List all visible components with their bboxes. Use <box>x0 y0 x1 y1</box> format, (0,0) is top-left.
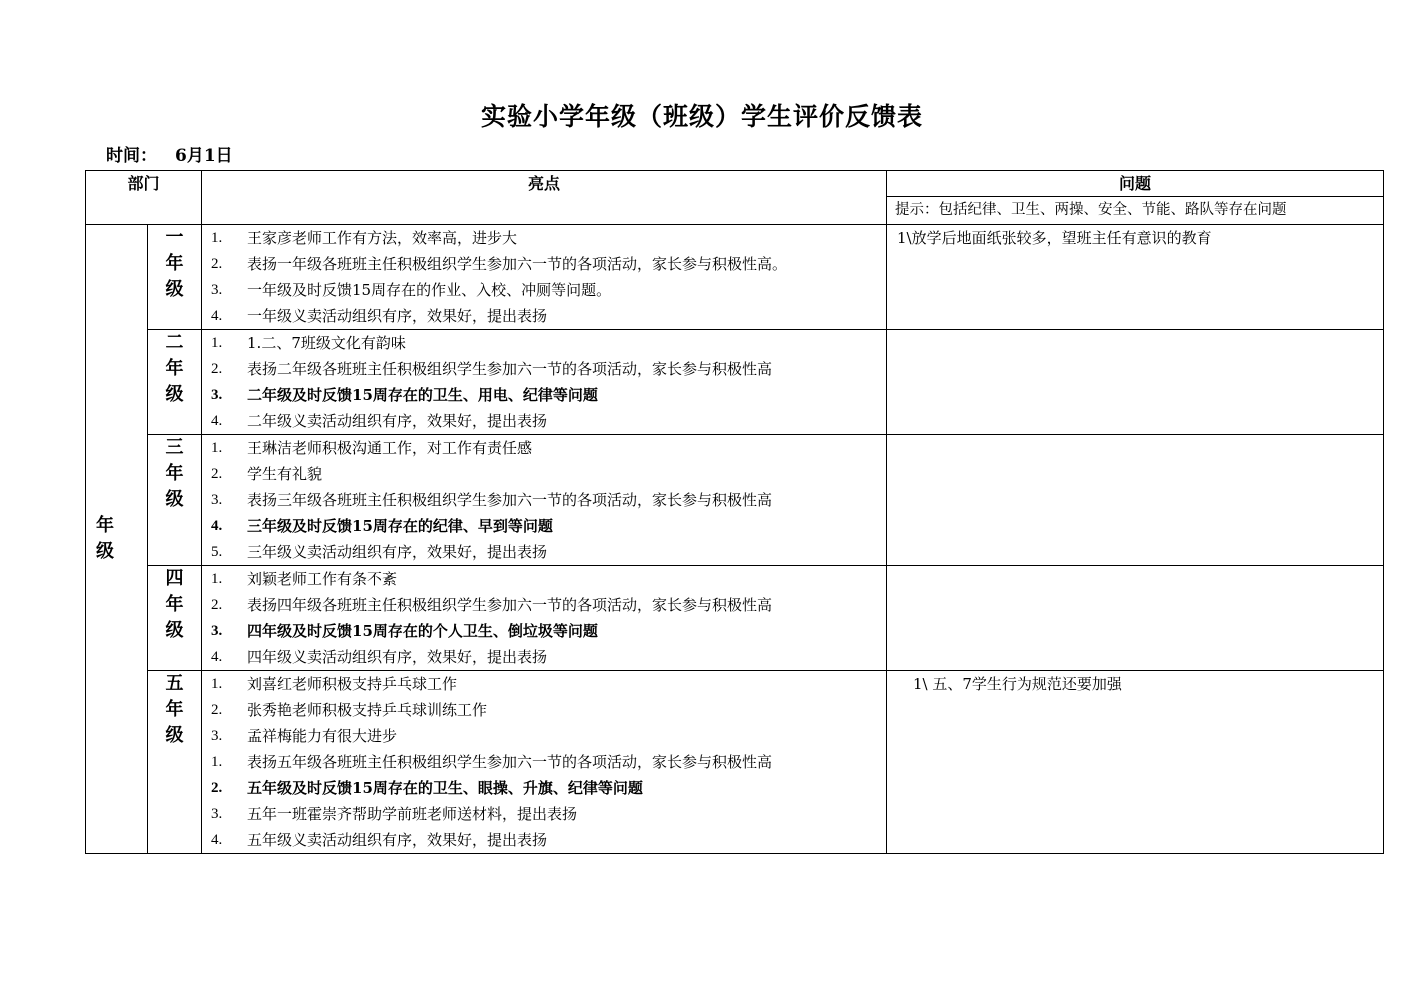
item-text: 刘喜红老师积极支持乒乓球工作 <box>247 675 458 693</box>
grade-label-char: 四 <box>165 568 184 589</box>
item-number: 4. <box>211 832 223 848</box>
header-department: 部门 <box>86 171 202 225</box>
item-number: 4. <box>211 308 223 324</box>
grade-label <box>148 566 202 671</box>
header-issues: 问题 <box>887 171 1384 197</box>
outer-grade-label <box>86 225 148 854</box>
item-text: 三年级及时反馈15周存在的纪律、早到等问题 <box>247 517 553 535</box>
item-text: 二年级义卖活动组织有序，效果好，提出表扬 <box>247 412 548 430</box>
grade-label-char: 年 <box>165 594 184 615</box>
item-number: 2. <box>211 466 223 482</box>
grade-label-char: 二 <box>165 332 184 353</box>
grade-label-char: 级 <box>165 725 184 746</box>
list-item <box>202 435 886 461</box>
list-item <box>202 749 886 775</box>
grade-row <box>86 330 1384 435</box>
list-item <box>202 513 886 539</box>
issue-cell <box>887 330 1384 435</box>
grade-row <box>86 435 1384 566</box>
list-item <box>202 382 886 408</box>
item-number: 1. <box>211 571 223 587</box>
item-number: 3. <box>211 728 223 744</box>
item-text: 表扬五年级各班班主任积极组织学生参加六一节的各项活动，家长参与积极性高 <box>247 753 773 771</box>
grade-label <box>148 330 202 435</box>
grade-label <box>148 671 202 854</box>
grade-label-char: 三 <box>165 437 184 458</box>
list-item <box>202 225 886 251</box>
item-text: 五年一班霍崇齐帮助学前班老师送材料，提出表扬 <box>247 805 578 823</box>
grade-label-char: 级 <box>165 384 184 405</box>
item-text: 四年级及时反馈15周存在的个人卫生、倒垃圾等问题 <box>247 622 598 640</box>
list-item <box>202 827 886 853</box>
item-text: 表扬二年级各班班主任积极组织学生参加六一节的各项活动，家长参与积极性高 <box>247 360 773 378</box>
header-highlights: 亮点 <box>202 171 887 225</box>
item-number: 4. <box>211 518 223 534</box>
grade-row <box>86 225 1384 330</box>
list-item <box>202 461 886 487</box>
grade-label-char: 级 <box>165 489 184 510</box>
item-text: 表扬三年级各班班主任积极组织学生参加六一节的各项活动，家长参与积极性高 <box>247 491 773 509</box>
list-item <box>202 356 886 382</box>
list-item <box>202 618 886 644</box>
item-number: 1. <box>211 754 223 770</box>
grade-label-char: 年 <box>165 358 184 379</box>
item-number: 3. <box>211 387 223 403</box>
item-number: 5. <box>211 544 223 560</box>
item-text: 五年级及时反馈15周存在的卫生、眼操、升旗、纪律等问题 <box>247 779 643 797</box>
item-number: 3. <box>211 282 223 298</box>
list-item <box>202 592 886 618</box>
list-item <box>202 330 886 356</box>
list-item <box>202 539 886 565</box>
list-item <box>202 775 886 801</box>
item-number: 3. <box>211 806 223 822</box>
list-item <box>202 801 886 827</box>
item-number: 3. <box>211 623 223 639</box>
item-text: 1.二、7班级文化有韵味 <box>247 334 406 352</box>
item-text: 四年级义卖活动组织有序，效果好，提出表扬 <box>247 648 548 666</box>
item-text: 五年级义卖活动组织有序，效果好，提出表扬 <box>247 831 548 849</box>
item-text: 一年级及时反馈15周存在的作业、入校、冲厕等问题。 <box>247 281 612 299</box>
item-number: 1. <box>211 230 223 246</box>
date-line <box>106 141 251 166</box>
item-text: 王琳洁老师积极沟通工作，对工作有责任感 <box>247 439 533 457</box>
item-number: 1. <box>211 335 223 351</box>
grade-label-char: 年 <box>165 253 184 274</box>
highlights-cell <box>202 435 887 566</box>
item-number: 4. <box>211 649 223 665</box>
list-item <box>202 408 886 434</box>
grade-row <box>86 671 1384 854</box>
item-number: 1. <box>211 440 223 456</box>
grade-label-char: 一 <box>165 227 184 248</box>
issue-cell <box>887 566 1384 671</box>
list-item <box>202 566 886 592</box>
issues-hint: 提示：包括纪律、卫生、两操、安全、节能、路队等存在问题 <box>887 197 1384 225</box>
page-title: 实验小学年级（班级）学生评价反馈表 <box>480 102 923 131</box>
item-text: 表扬一年级各班班主任积极组织学生参加六一节的各项活动，家长参与积极性高。 <box>247 255 788 273</box>
list-item <box>202 723 886 749</box>
grade-label-char: 年 <box>165 463 184 484</box>
item-number: 4. <box>211 413 223 429</box>
item-text: 三年级义卖活动组织有序，效果好，提出表扬 <box>247 543 548 561</box>
item-number: 2. <box>211 597 223 613</box>
item-text: 王家彦老师工作有方法，效率高，进步大 <box>247 229 518 247</box>
grade-label <box>148 225 202 330</box>
item-number: 2. <box>211 361 223 377</box>
issue-cell: 1\ 五、7学生行为规范还要加强 <box>887 671 1384 854</box>
list-item <box>202 487 886 513</box>
item-number: 3. <box>211 492 223 508</box>
highlights-cell <box>202 225 887 330</box>
date-value: 6月1日 <box>175 146 233 166</box>
item-text: 学生有礼貌 <box>247 465 323 483</box>
item-text: 刘颖老师工作有条不紊 <box>247 570 398 588</box>
grade-label-char: 级 <box>165 620 184 641</box>
highlights-cell <box>202 330 887 435</box>
item-text: 孟祥梅能力有很大进步 <box>247 727 398 745</box>
date-label: 时间： <box>106 146 157 166</box>
item-number: 2. <box>211 780 223 796</box>
outer-label-char: 级 <box>96 541 114 562</box>
outer-label-char: 年 <box>96 515 114 536</box>
item-text: 表扬四年级各班班主任积极组织学生参加六一节的各项活动，家长参与积极性高 <box>247 596 773 614</box>
grade-row <box>86 566 1384 671</box>
grade-label-char: 五 <box>165 673 184 694</box>
grade-label-char: 级 <box>165 279 184 300</box>
item-number: 2. <box>211 256 223 272</box>
list-item <box>202 671 886 697</box>
grade-label-char: 年 <box>165 699 184 720</box>
list-item <box>202 697 886 723</box>
list-item <box>202 303 886 329</box>
list-item <box>202 251 886 277</box>
grade-label <box>148 435 202 566</box>
item-text: 一年级义卖活动组织有序，效果好，提出表扬 <box>247 307 548 325</box>
item-number: 1. <box>211 676 223 692</box>
issue-cell <box>887 435 1384 566</box>
item-text: 二年级及时反馈15周存在的卫生、用电、纪律等问题 <box>247 386 598 404</box>
item-text: 张秀艳老师积极支持乒乓球训练工作 <box>247 701 488 719</box>
highlights-cell <box>202 671 887 854</box>
highlights-cell <box>202 566 887 671</box>
list-item <box>202 277 886 303</box>
issue-cell: 1\放学后地面纸张较多，望班主任有意识的教育 <box>887 225 1384 330</box>
feedback-table <box>85 170 1384 854</box>
list-item <box>202 644 886 670</box>
item-number: 2. <box>211 702 223 718</box>
